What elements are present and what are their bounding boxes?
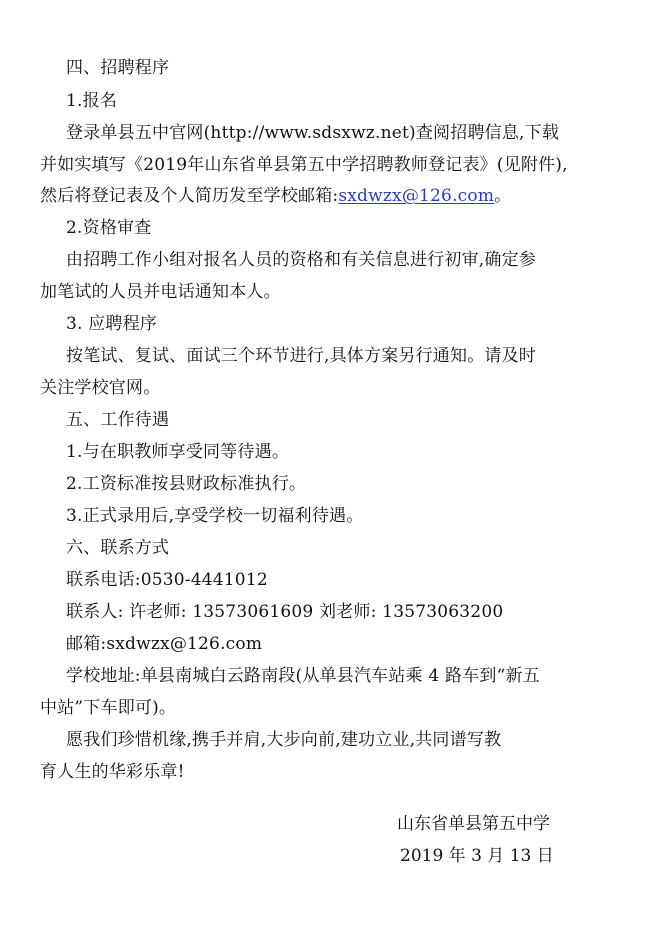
school-address-line-1: 学校地址:单县南城白云路南段(从单县汽车站乘 4 路车到“新五 [66, 666, 540, 686]
section-4-3-heading: 3. 应聘程序 [66, 314, 158, 334]
benefit-item-2: 2.工资标准按县财政标准执行。 [66, 474, 307, 494]
section-6-heading: 六、联系方式 [66, 538, 170, 558]
section-5-heading: 五、工作待遇 [66, 410, 170, 430]
section-4-heading: 四、招聘程序 [66, 58, 170, 78]
qualification-paragraph-line-2: 加笔试的人员并电话通知本人。 [40, 282, 281, 302]
application-paragraph-line-1: 按笔试、复试、面试三个环节进行,具体方案另行通知。请及时 [66, 346, 537, 366]
school-email-link[interactable]: sxdwzx@126.com [338, 186, 495, 206]
qualification-paragraph-line-1: 由招聘工作小组对报名人员的资格和有关信息进行初审,确定参 [66, 250, 537, 270]
registration-paragraph-line-3-text: 然后将登记表及个人简历发至学校邮箱: [40, 186, 339, 206]
school-address-line-2: 中站”下车即可)。 [40, 698, 177, 718]
closing-paragraph-line-2: 育人生的华彩乐章! [40, 762, 185, 782]
registration-paragraph-line-1: 登录单县五中官网(http://www.sdsxwz.net)查阅招聘信息,下载 [66, 123, 560, 143]
contact-email: 邮箱:sxdwzx@126.com [66, 634, 263, 654]
section-4-1-heading: 1.报名 [66, 91, 118, 111]
section-4-2-heading: 2.资格审查 [66, 218, 152, 238]
signature-date: 2019 年 3 月 13 日 [400, 846, 554, 866]
signature-organization: 山东省单县第五中学 [397, 814, 550, 834]
contact-phone: 联系电话:0530-4441012 [66, 570, 268, 590]
benefit-item-1: 1.与在职教师享受同等待遇。 [66, 442, 290, 462]
closing-paragraph-line-1: 愿我们珍惜机缘,携手并肩,大步向前,建功立业,共同谱写教 [66, 730, 502, 750]
contact-persons: 联系人: 许老师: 13573061609 刘老师: 13573063200 [66, 602, 504, 622]
registration-paragraph-line-3-end: 。 [494, 186, 512, 206]
registration-paragraph-line-3 [40, 184, 511, 208]
benefit-item-3: 3.正式录用后,享受学校一切福利待遇。 [66, 506, 364, 526]
application-paragraph-line-2: 关注学校官网。 [40, 378, 161, 398]
registration-paragraph-line-2: 并如实填写《2019年山东省单县第五中学招聘教师登记表》(见附件), [40, 155, 568, 175]
